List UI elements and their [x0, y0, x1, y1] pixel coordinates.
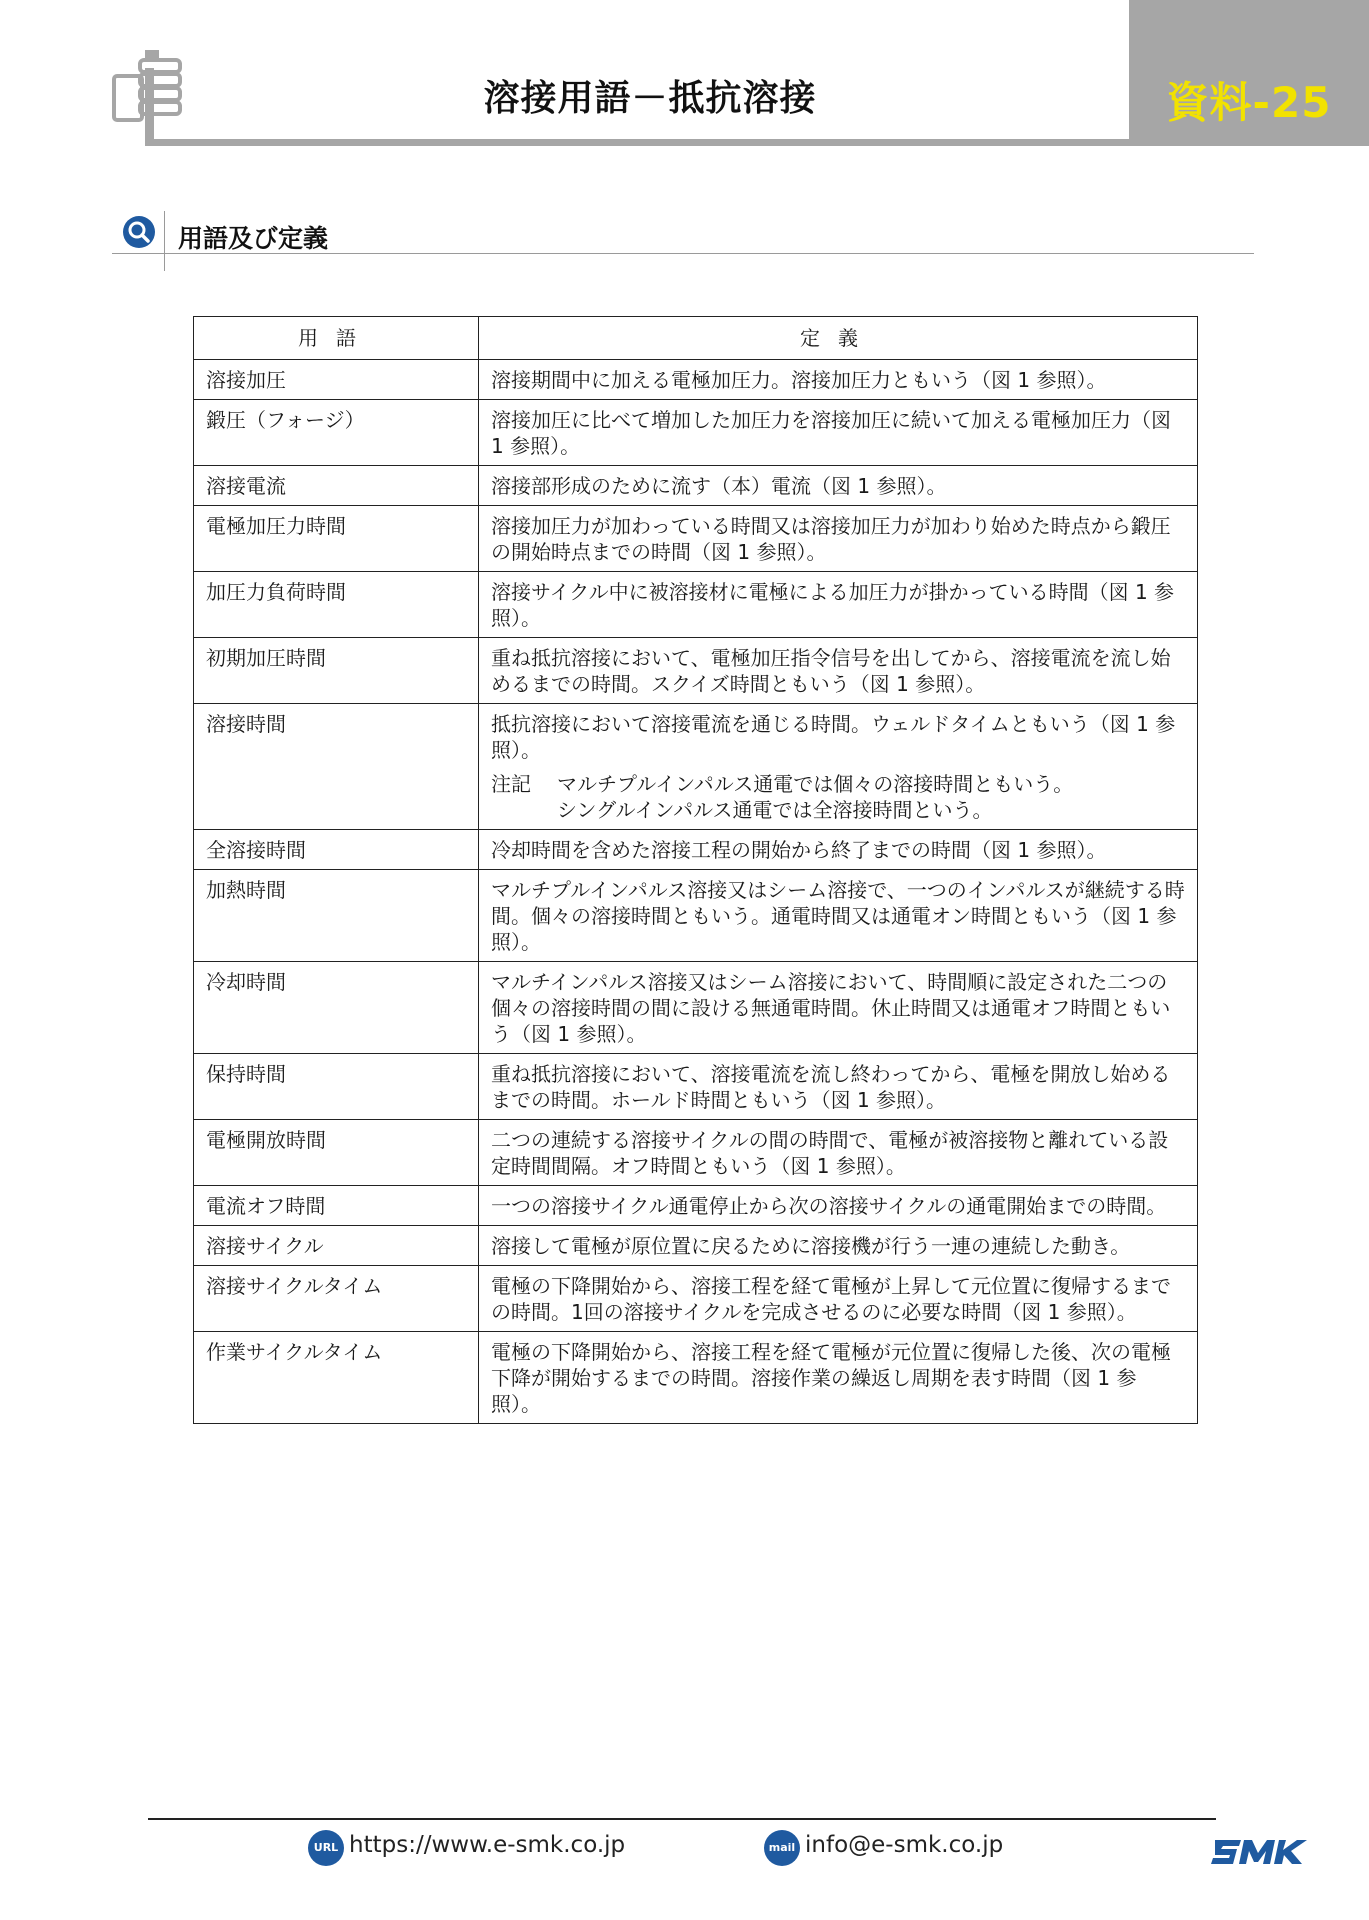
table-header-row	[194, 317, 1198, 360]
table-row	[194, 466, 1198, 506]
footer-divider	[148, 1818, 1216, 1820]
definition-cell: マルチプルインパルス溶接又はシーム溶接で、一つのインパルスが継続する時間。個々の溶接時間ともいう。通電時間又は通電オン時間ともいう（図 1 参照）。	[479, 870, 1198, 962]
definition-cell: 溶接して電極が原位置に戻るために溶接機が行う一連の連続した動き。	[479, 1226, 1198, 1266]
table-row	[194, 1226, 1198, 1266]
table-row	[194, 400, 1198, 466]
table-row	[194, 1120, 1198, 1186]
terms-table	[193, 316, 1198, 1424]
note-block	[491, 771, 1185, 823]
term-cell: 電極開放時間	[194, 1120, 479, 1186]
table-row	[194, 1266, 1198, 1332]
term-cell: 溶接時間	[194, 704, 479, 830]
term-cell: 溶接電流	[194, 466, 479, 506]
definition-cell: 電極の下降開始から、溶接工程を経て電極が上昇して元位置に復帰するまでの時間。1回の溶接サイクルを完成させるのに必要な時間（図 1 参照）。	[479, 1266, 1198, 1332]
email-icon: mail	[764, 1830, 800, 1866]
definition-text: 抵抗溶接において溶接電流を通じる時間。ウェルドタイムともいう（図 1 参照）。	[491, 712, 1176, 762]
note-line-1: マルチプルインパルス通電では個々の溶接時間ともいう。	[557, 772, 1074, 796]
definition-cell: 冷却時間を含めた溶接工程の開始から終了までの時間（図 1 参照）。	[479, 830, 1198, 870]
definition-cell: 一つの溶接サイクル通電停止から次の溶接サイクルの通電開始までの時間。	[479, 1186, 1198, 1226]
definition-cell: 溶接サイクル中に被溶接材に電極による加圧力が掛かっている時間（図 1 参照）。	[479, 572, 1198, 638]
page-title: 溶接用語－抵抗溶接	[483, 78, 817, 119]
table-row	[194, 506, 1198, 572]
term-cell: 電流オフ時間	[194, 1186, 479, 1226]
table-row	[194, 870, 1198, 962]
term-cell: 冷却時間	[194, 962, 479, 1054]
definition-cell: 二つの連続する溶接サイクルの間の時間で、電極が被溶接物と離れている設定時間間隔。オフ時間ともいう（図 1 参照）。	[479, 1120, 1198, 1186]
magnifier-icon	[122, 215, 156, 249]
table-row	[194, 638, 1198, 704]
definition-cell: マルチインパルス溶接又はシーム溶接において、時間順に設定された二つの個々の溶接時間の間に設ける無通電時間。休止時間又は通電オフ時間ともいう（図 1 参照）。	[479, 962, 1198, 1054]
term-cell: 加熱時間	[194, 870, 479, 962]
header-underline-bar	[145, 139, 1129, 146]
table-row	[194, 1054, 1198, 1120]
header-definition: 定義	[479, 317, 1198, 360]
definition-cell: 溶接加圧に比べて増加した加圧力を溶接加圧に続いて加える電極加圧力（図 1 参照）。	[479, 400, 1198, 466]
term-cell: 電極加圧力時間	[194, 506, 479, 572]
url-globe-icon: URL	[308, 1830, 344, 1866]
document-tag: 資料-25	[1166, 78, 1332, 127]
table-row	[194, 830, 1198, 870]
table-row	[194, 1186, 1198, 1226]
definition-cell: 溶接加圧力が加わっている時間又は溶接加圧力が加わり始めた時点から鍛圧の開始時点までの時間（図 1 参照）。	[479, 506, 1198, 572]
section-divider-vertical	[164, 211, 165, 271]
definition-cell: 溶接部形成のために流す（本）電流（図 1 参照）。	[479, 466, 1198, 506]
note-line-2: シングルインパルス通電では全溶接時間という。	[557, 798, 993, 822]
email-link[interactable]: info@e-smk.co.jp	[805, 1832, 1004, 1858]
definition-cell	[479, 704, 1198, 830]
term-cell: 加圧力負荷時間	[194, 572, 479, 638]
term-cell: 鍛圧（フォージ）	[194, 400, 479, 466]
section-title: 用語及び定義	[178, 224, 329, 253]
term-cell: 溶接サイクル	[194, 1226, 479, 1266]
header-vertical-bar	[145, 68, 154, 146]
definition-cell: 重ね抵抗溶接において、溶接電流を流し終わってから、電極を開放し始めるまでの時間。ホールド時間ともいう（図 1 参照）。	[479, 1054, 1198, 1120]
term-cell: 全溶接時間	[194, 830, 479, 870]
header-term: 用語	[194, 317, 479, 360]
term-cell: 溶接サイクルタイム	[194, 1266, 479, 1332]
note-label: 注記	[491, 772, 531, 796]
website-link[interactable]: https://www.e-smk.co.jp	[349, 1832, 626, 1858]
term-cell: 作業サイクルタイム	[194, 1332, 479, 1424]
document-tag-box	[1129, 0, 1369, 146]
table-row	[194, 360, 1198, 400]
section-divider	[112, 253, 1254, 254]
table-row	[194, 572, 1198, 638]
definition-cell: 電極の下降開始から、溶接工程を経て電極が元位置に復帰した後、次の電極下降が開始するまでの時間。溶接作業の繰返し周期を表す時間（図 1 参照）。	[479, 1332, 1198, 1424]
table-row	[194, 962, 1198, 1054]
table-row	[194, 1332, 1198, 1424]
term-cell: 保持時間	[194, 1054, 479, 1120]
company-logo	[1211, 1836, 1315, 1868]
term-cell: 初期加圧時間	[194, 638, 479, 704]
definition-cell: 重ね抵抗溶接において、電極加圧指令信号を出してから、溶接電流を流し始めるまでの時間。スクイズ時間ともいう（図 1 参照）。	[479, 638, 1198, 704]
table-row	[194, 704, 1198, 830]
definition-cell: 溶接期間中に加える電極加圧力。溶接加圧力ともいう（図 1 参照）。	[479, 360, 1198, 400]
term-cell: 溶接加圧	[194, 360, 479, 400]
